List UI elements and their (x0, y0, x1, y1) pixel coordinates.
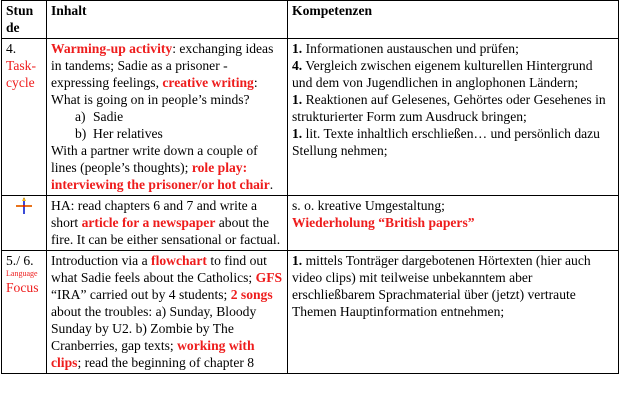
competence-number: 1. (292, 92, 303, 107)
content-paragraph: What is going on in people’s minds? (51, 92, 250, 107)
icon-cell (2, 196, 47, 251)
competence-item (292, 40, 614, 57)
competence-item (292, 252, 614, 320)
list-text: Her relatives (93, 126, 163, 141)
activity-highlight: GFS (255, 270, 283, 285)
content-paragraph (51, 40, 283, 91)
competence-cell (288, 39, 619, 196)
activity-highlight: 2 songs (230, 287, 273, 302)
content-cell (47, 251, 288, 374)
text: to find out what Sadie feels about the Catholics; (51, 253, 267, 285)
list-text: Sadie (93, 109, 124, 124)
text: Introduction via a (51, 253, 152, 268)
sub-list (51, 108, 283, 142)
text: : exchanging ideas in tandems; Sadie as a prisoner - expressing feelings, (51, 41, 274, 90)
activity-highlight: role play: interviewing the prisoner/or hot chair (51, 160, 270, 192)
lesson-number-cell (2, 39, 47, 196)
lesson-plan-table (1, 0, 619, 374)
competence-highlight: Wiederholung “British papers” (292, 215, 475, 230)
competence-number: 4. (292, 58, 303, 73)
list-marker: a) (75, 109, 86, 124)
lesson-phase-label: Task-cycle (6, 58, 37, 90)
activity-highlight: article for a newspaper (81, 215, 216, 230)
text: HA: read chapters 6 and 7 and write a short (51, 198, 258, 230)
content-cell (47, 39, 288, 196)
competence-text: Vergleich zwischen eigenem kulturellen Hintergrund und dem von Jugendlichen in anglophonen Ländern; (292, 58, 593, 90)
lesson-number-cell (2, 251, 47, 374)
header-row (2, 1, 619, 39)
competence-cell (288, 251, 619, 374)
lesson-number: 5./ 6. (6, 253, 34, 268)
header-kompetenzen: Kompetenzen (288, 1, 619, 39)
text: With a partner write down a couple of lines (people’s thoughts); (51, 143, 258, 175)
competence-text: mittels Tonträger dargebotenen Hörtexten (hier auch video clips) mit teilweise unbekanntem aber erschließbarem Sprachmaterial über (jetzt) vertraute Themen Hauptinformation entnehmen; (292, 253, 591, 319)
table-row (2, 251, 619, 374)
text: about the troubles: a) Sunday, Bloody Sunday by U2. b) Zombie by The Cranberries, gap texts; (51, 304, 257, 353)
content-paragraph (51, 197, 283, 248)
table-row (2, 196, 619, 251)
competence-text: s. o. kreative Umgestaltung; (292, 198, 445, 213)
header-inhalt: Inhalt (47, 1, 288, 39)
content-paragraph (51, 142, 283, 193)
lesson-phase-small: Language (6, 269, 38, 278)
list-item (75, 108, 283, 125)
lesson-phase-label: Focus (6, 280, 39, 295)
list-item (75, 125, 283, 142)
list-marker: b) (75, 126, 87, 141)
header-stunde: Stun de (2, 1, 47, 39)
activity-highlight: working with clips (51, 338, 255, 370)
competence-number: 1. (292, 253, 303, 268)
text: . (269, 177, 274, 192)
content-paragraph (51, 252, 283, 371)
plus-icon (15, 197, 33, 215)
activity-highlight: Warming-up activity (51, 41, 173, 56)
activity-highlight: creative writing (162, 75, 254, 90)
competence-item (292, 91, 614, 125)
text: about the fire. It can be either sensational or factual. (51, 215, 281, 247)
activity-highlight: flowchart (151, 253, 207, 268)
table-row (2, 39, 619, 196)
competence-item (292, 125, 614, 159)
content-cell (47, 196, 288, 251)
competence-text: Reaktionen auf Gelesenes, Gehörtes oder Gesehenes in strukturierter Form zum Ausdruck bringen; (292, 92, 606, 124)
text: ; read the beginning of chapter 8 (77, 355, 255, 370)
competence-number: 1. (292, 126, 303, 141)
lesson-number: 4. (6, 41, 17, 56)
competence-text: lit. Texte inhaltlich erschließen… und persönlich dazu Stellung nehmen; (292, 126, 600, 158)
competence-item (292, 57, 614, 91)
competence-text: Informationen austauschen und prüfen; (302, 41, 519, 56)
text: : (253, 75, 258, 90)
competence-number: 1. (292, 41, 303, 56)
text: “IRA” carried out by 4 students; (51, 287, 231, 302)
competence-cell (288, 196, 619, 251)
